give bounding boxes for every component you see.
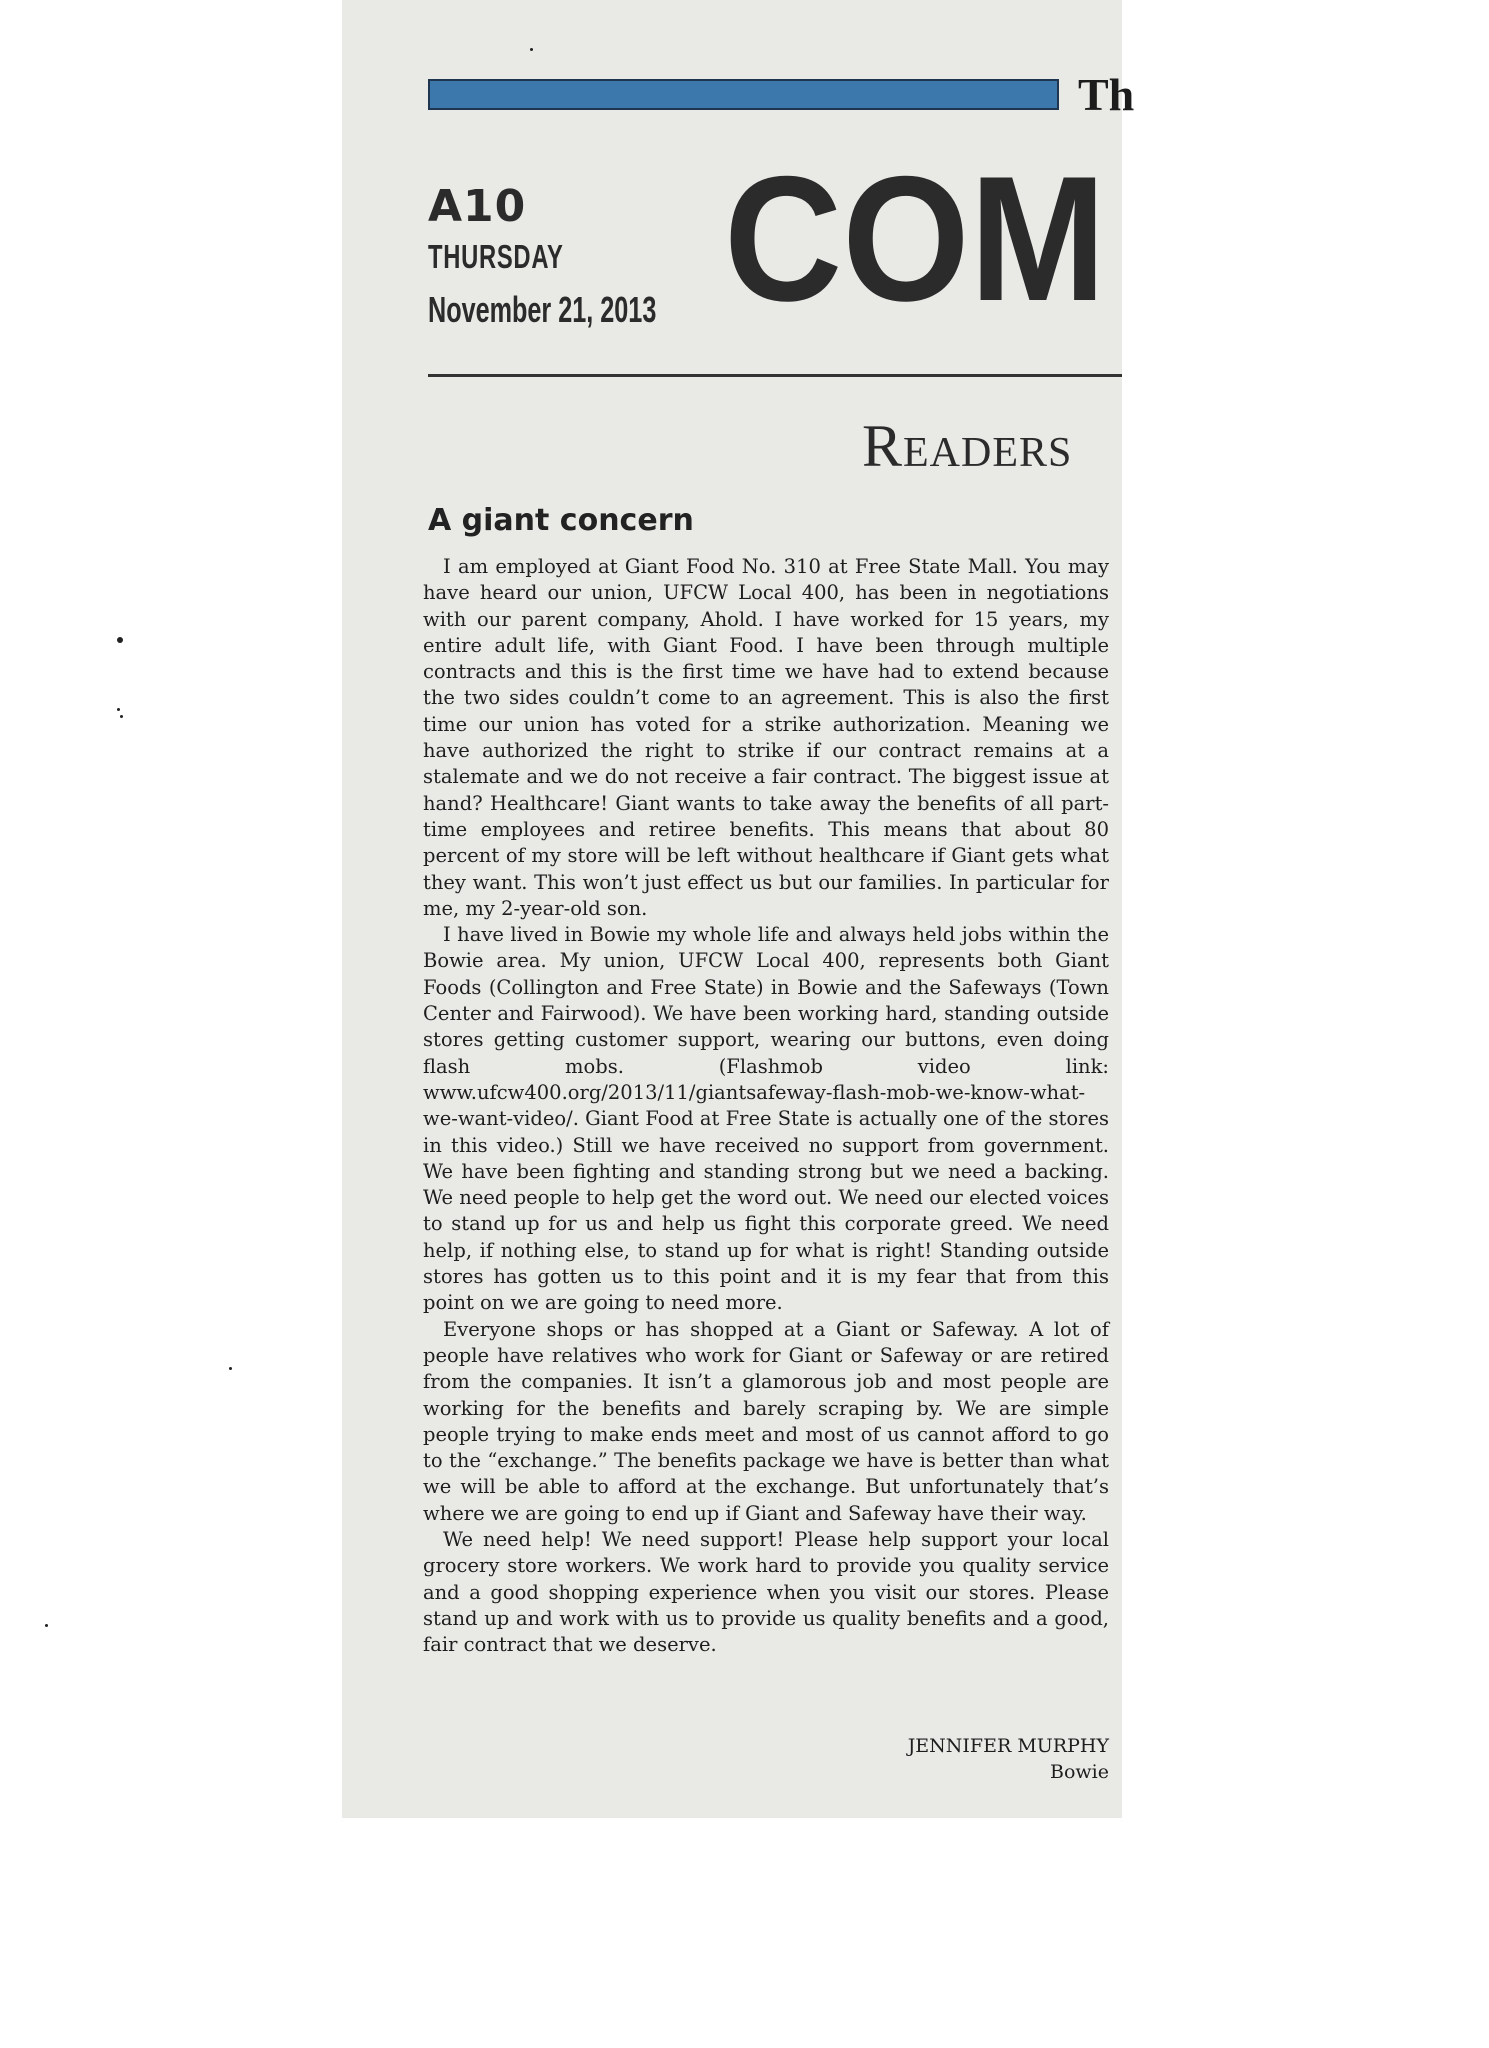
section-title: COM — [724, 139, 1107, 338]
page-number: A10 — [428, 181, 527, 232]
article-paragraph: I have lived in Bowie my whole life and always held jobs within the Bowie area. My union, UFCW Local 400, represents both Giant Foods (Collington and Free State) in Bowie and the Safeways (Town Center and Fairwood). We have been working hard, standing outside stores getting customer support, wearing our buttons, even doing flash mobs. (Flashmob video link: www.ufcw400.org/2013/11/giantsafeway-flash-mob-we-know-what-we-want-video/. Giant Food at Free State is actually one of the stores in this video.) Still we have received no support from government. We have been fighting and standing strong but we need a backing. We need people to help get the word out. We need our elected voices to stand up for us and help us fight this corporate greed. We need help, if nothing else, to stand up for what is right! Standing outside stores has gotten us to this point and it is my fear that from this point on we are going to need more. — [423, 923, 1109, 1315]
article-paragraph: Everyone shops or has shopped at a Giant or Safeway. A lot of people have relatives who work for Giant or Safeway or are retired from the companies. It isn’t a glamorous job and most people are working for the benefits and barely scraping by. We are simple people trying to make ends meet and most of us cannot afford to go to the “exchange.” The benefits package we have is better than what we will be able to afford at the exchange. But unfortunately that’s where we are going to end up if Giant and Safeway have their way. — [423, 1317, 1109, 1525]
publication-date: November 21, 2013 — [428, 289, 657, 330]
signature-block — [908, 1733, 1109, 1785]
publication-day: THURSDAY — [428, 238, 564, 275]
scan-speck — [229, 1367, 232, 1370]
masthead-bar — [428, 79, 1059, 110]
article-paragraph: We need help! We need support! Please help support your local grocery store workers. We work hard to provide you quality service and a good shopping experience when you visit our stores. Please stand up and work with us to provide us quality benefits and a good, fair contract that we deserve. — [423, 1527, 1109, 1657]
scan-speck — [530, 48, 533, 51]
scan-speck — [117, 637, 123, 643]
section-divider — [428, 374, 1122, 377]
masthead-title-fragment: Th — [1078, 69, 1135, 120]
scan-speck — [45, 1624, 48, 1627]
column-heading: Readers — [862, 413, 1073, 479]
scan-speck — [120, 715, 123, 718]
article-body — [423, 554, 1109, 1658]
author-location: Bowie — [1050, 1761, 1109, 1783]
article-paragraph: I am employed at Giant Food No. 310 at Free State Mall. You may have heard our union, UFCW Local 400, has been in negotiations with our parent company, Ahold. I have worked for 15 years, my entire adult life, with Giant Food. I have been through multiple contracts and this is the first time we have had to extend because the two sides couldn’t come to an agreement. This is also the first time our union has voted for a strike authorization. Meaning we have authorized the right to strike if our contract remains at a stalemate and we do not receive a fair contract. The biggest issue at hand? Healthcare! Giant wants to take away the benefits of all part-time employees and retiree benefits. This means that about 80 percent of my store will be left without healthcare if Giant gets what they want. This won’t just effect us but our families. In particular for me, my 2-year-old son. — [423, 555, 1109, 920]
author-name: JENNIFER MURPHY — [907, 1735, 1109, 1757]
clipping-edge — [1122, 0, 1135, 1818]
scan-speck — [117, 708, 120, 711]
article-headline: A giant concern — [428, 503, 694, 538]
